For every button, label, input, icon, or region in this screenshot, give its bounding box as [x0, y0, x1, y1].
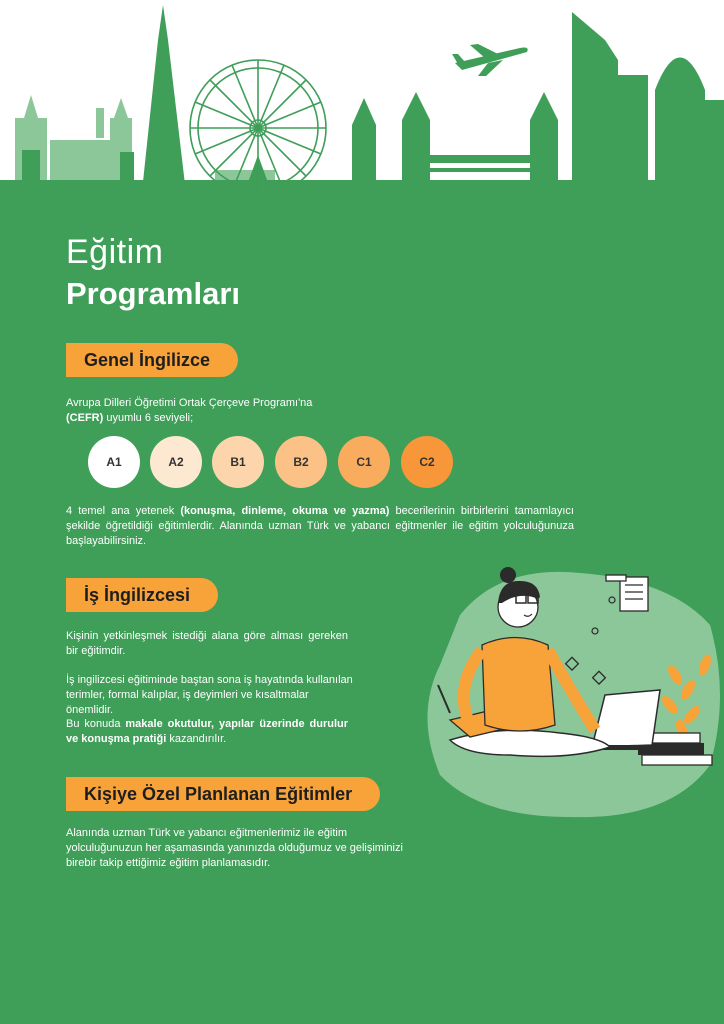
cefr-levels: [88, 436, 468, 488]
cefr-intro-rest: uyumlu 6 seviyeli;: [103, 412, 194, 424]
general-english-heading: Genel İngilizce: [66, 343, 238, 377]
cefr-intro-line1: Avrupa Dilleri Öğretimi Ortak Çerçeve Programı'na: [66, 397, 313, 409]
general-english-description: [66, 504, 574, 549]
page-title-line2: Programları: [66, 276, 241, 311]
level-c2: C2: [401, 436, 453, 488]
level-b1: B1: [212, 436, 264, 488]
business-para1: Kişinin yetkinleşmek istediği alana göre alması gereken bir eğitimdir.: [66, 630, 348, 657]
cefr-intro: [66, 396, 386, 426]
level-b2: B2: [275, 436, 327, 488]
custom-programs-heading: Kişiye Özel Planlanan Eğitimler: [66, 777, 380, 811]
business-para2: İş ingilizcesi eğitiminde baştan sona iş hayatında kullanılan terimler, formal kalıplar, iş deyimleri ve kısaltmalar önemlidir.: [66, 674, 353, 716]
para3-bold: makale okutulur, yapılar üzerinde durulur ve konuşma pratiği: [66, 718, 349, 745]
student-laptop-illustration: [420, 555, 720, 825]
desc-post: becerilerinin birbirlerini tamamlayıcı şekilde öğretildiği eğitimlerdir. Alanında uzman Türk ve yabancı eğitmenler ile eğitim yolculuğunuza başlayabilirsiniz.: [66, 505, 574, 547]
desc-bold: (konuşma, dinleme, okuma ve yazma): [180, 505, 390, 517]
custom-programs-text: Alanında uzman Türk ve yabancı eğitmenlerimiz ile eğitim yolculuğunuzun her aşamasında yanınızda olduğumuz ve gelişiminizi birebir takip ettiğimiz eğitim planlamasıdır.: [66, 827, 403, 869]
level-a1: A1: [88, 436, 140, 488]
cefr-intro-bold: (CEFR): [66, 412, 104, 424]
para3-post: kazandırılır.: [166, 733, 227, 745]
desc-pre: 4 temel ana yetenek: [66, 505, 181, 517]
level-a2: A2: [150, 436, 202, 488]
business-para3: [66, 717, 348, 747]
page-title-line1: Eğitim: [66, 233, 164, 271]
para3-pre: Bu konuda: [66, 718, 126, 730]
business-english-heading: İş İngilizcesi: [66, 578, 218, 612]
level-c1: C1: [338, 436, 390, 488]
